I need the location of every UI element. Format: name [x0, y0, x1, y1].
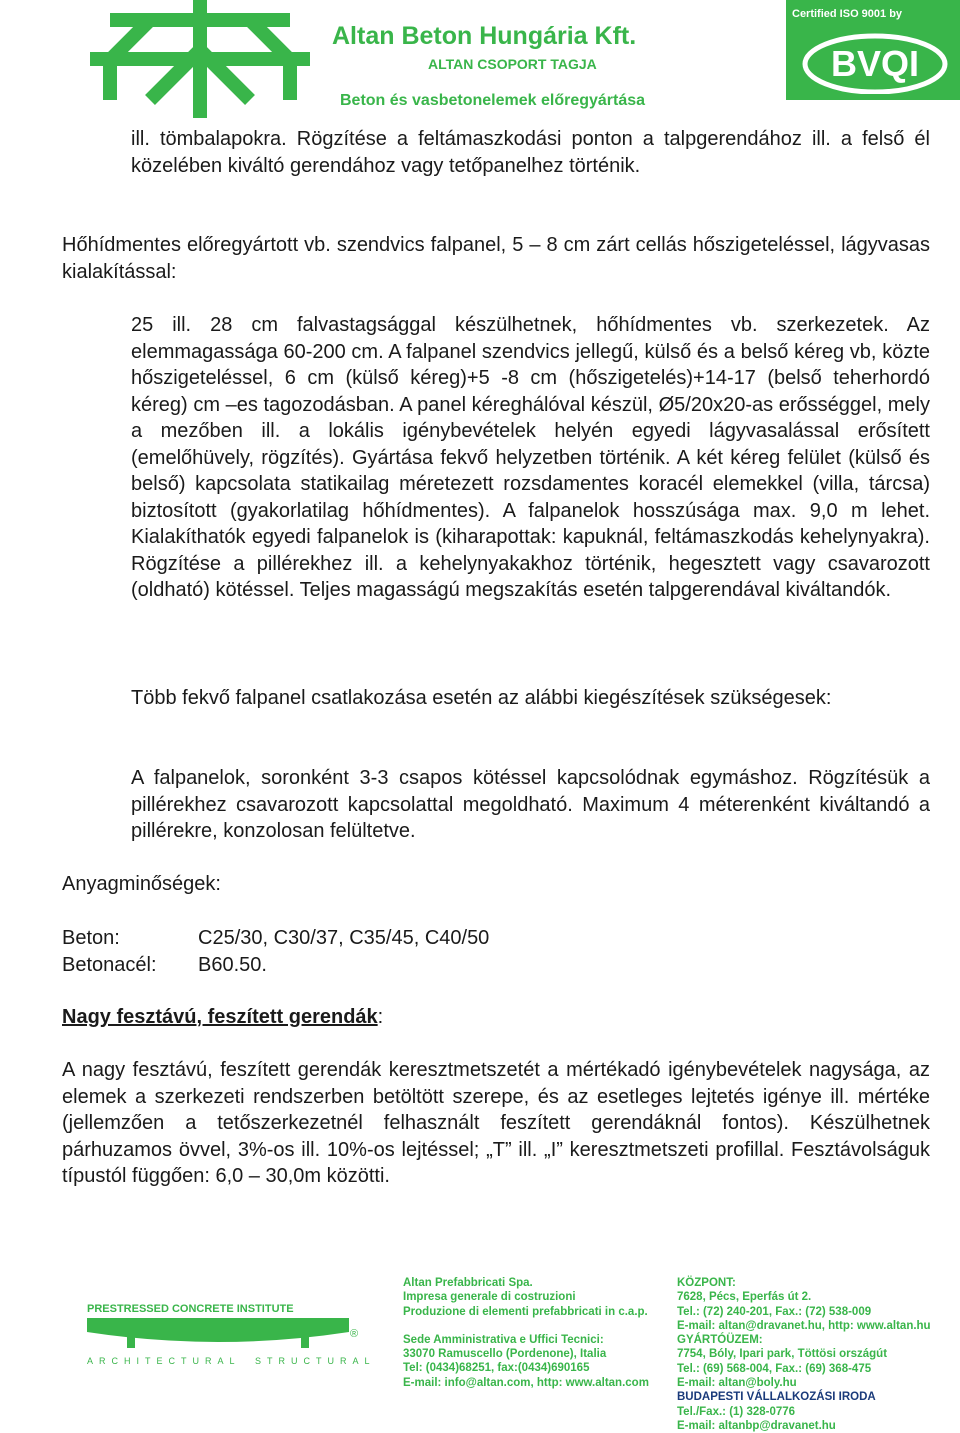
factory-heading: GYÁRTÓÜZEM: — [677, 1334, 763, 1347]
hungary-office-block — [677, 1276, 931, 1433]
bvqi-logo-icon — [800, 28, 950, 94]
pci-title: PRESTRESSED CONCRETE INSTITUTE — [87, 1303, 294, 1315]
factory-email: E-mail: altan@boly.hu — [677, 1377, 797, 1390]
materials-heading: Anyagminőségek: — [62, 873, 221, 895]
budapest-office-heading: BUDAPESTI VÁLLALKOZÁSI IRODA — [677, 1391, 876, 1404]
steel-label: Betonacél: — [62, 954, 157, 976]
italy-email: E-mail: info@altan.com, http: www.altan.com — [403, 1376, 649, 1389]
italy-company: Altan Prefabbricati Spa. — [403, 1277, 533, 1289]
factory-address: 7754, Bóly, Ipari park, Töttösi országút — [677, 1348, 888, 1361]
section-heading-row — [62, 1006, 383, 1029]
paragraph-sandwich-panel: Hőhídmentes előregyártott vb. szendvics falpanel, 5 – 8 cm zárt cellás hőszigeteléssel, lágyvasas kialakítással: — [62, 234, 930, 283]
altan-logo-icon — [90, 0, 310, 118]
hq-heading: KÖZPONT: — [677, 1277, 736, 1289]
paragraph-foundation: ill. tömbalapokra. Rögzítése a feltámaszkodási ponton a talpgerendához ill. a felső él közelében kiváltó gerendához vagy tetőpanelhez történik. — [131, 128, 930, 177]
factory-phone: Tel.: (69) 568-004, Fax.: (69) 368-475 — [677, 1362, 872, 1375]
certificate-text: Certified ISO 9001 by — [792, 8, 903, 20]
group-tag: ALTAN CSOPORT TAGJA — [428, 56, 597, 72]
company-name: Altan Beton Hungária Kft. — [332, 22, 637, 50]
budapest-email: E-mail: altanbp@dravanet.hu — [677, 1419, 836, 1432]
italy-address: 33070 Ramuscello (Pordenone), Italia — [403, 1348, 607, 1361]
hq-email: E-mail: altan@dravanet.hu, http: www.altan.hu — [677, 1319, 931, 1332]
hq-address: 7628, Pécs, Eperfás út 2. — [677, 1291, 812, 1304]
section-heading-colon: : — [377, 1006, 384, 1028]
italy-admin-heading: Sede Amministrativa e Uffici Tecnici: — [403, 1333, 604, 1346]
italy-line-2: Produzione di elementi prefabbricati in c.a.p. — [403, 1305, 648, 1318]
budapest-phone: Tel./Fax.: (1) 328-0776 — [677, 1405, 796, 1418]
section-heading: Nagy fesztávú, feszített gerendák — [62, 1006, 378, 1028]
pci-logo-icon — [87, 1318, 349, 1348]
company-tagline: Beton és vasbetonelemek előregyártása — [340, 92, 646, 109]
beton-label: Beton: — [62, 927, 120, 949]
steel-value: B60.50. — [198, 954, 267, 976]
paragraph-prestressed-beams: A nagy fesztávú, feszített gerendák keresztmetszetét a mértékadó igénybevételek nagysága, az elemek a szerkezeti rendszerben betöltött szerepe, és az esetleges lejtetés igénye ill. mértéke (jellemzően a tetőszerkezetnél felhasznált feszített gerendáknál fontos). Készülhetnek párhuzamos övvel, 3%-os ill. 10%-os lejtéssel; „T” ill. „I” keresztmetszeti profillal. Fesztávolságuk típustól függően: 6,0 – 30,0m közötti. — [62, 1059, 930, 1187]
paragraph-connection-intro: Több fekvő falpanel csatlakozása esetén az alábbi kiegészítések szükségesek: — [131, 687, 832, 709]
paragraph-connection-details: A falpanelok, soronként 3-3 csapos kötéssel kapcsolódnak egymáshoz. Rögzítésük a pillérekhez csavarozott kapcsolattal megoldható. Maximum 4 méterenként kiváltandó a pillérekre, konzolosan felültetve. — [131, 767, 930, 842]
italy-office-block — [403, 1276, 649, 1390]
pci-structural: STRUCTURAL — [255, 1356, 376, 1366]
italy-phone: Tel: (0434)68251, fax:(0434)690165 — [403, 1362, 590, 1375]
hq-phone: Tel.: (72) 240-201, Fax.: (72) 538-009 — [677, 1305, 872, 1318]
beton-value: C25/30, C30/37, C35/45, C40/50 — [198, 927, 490, 949]
registered-mark: ® — [350, 1328, 359, 1340]
bvqi-logo-text: BVQI — [830, 43, 920, 84]
paragraph-panel-description: 25 ill. 28 cm falvastagsággal készülhetnek, hőhídmentes vb. szerkezetek. Az elemmagassága 60-200 cm. A falpanel szendvics jellegű, külső és a belső kéreg vb, közte hőszigeteléssel, 6 cm (külső kéreg)+5 -8 cm (hőszigetelés)+14-17 (belső teherhordó kéreg) cm –es tagozodásban. A panel kéreghálóval készül, Ø5/20x20-as erősséggel, mely a mezőben ill. a lokális igénybevételek helyén egyedi lágyvasalással erősített (emelőhüvely, rögzítés). Gyártása fekvő helyzetben történik. A két kéreg felület (külső és belső) kapcsolata statikailag méretezett rozsdamentes koracél elemekkel (villa, tárcsa) biztosított (gyakorlatilag hőhídmentes). A falpanelok hosszúsága max. 9,0 m lehet. Kialakíthatók egyedi falpanelok is (kiharapottak: kapuknál, feltámaszkodás kehelynyakra). Rögzítése a pillérekhez ill. a kehelynyakakhoz történik, hegesztett vagy csavarozott (oldható) kötéssel. Teljes magasságú megszakítás esetén talpgerendával kiváltandók. — [131, 314, 930, 601]
italy-line-1: Impresa generale di costruzioni — [403, 1291, 576, 1304]
pci-architectural: ARCHITECTURAL — [87, 1356, 241, 1366]
italy-spacer — [403, 1319, 649, 1333]
